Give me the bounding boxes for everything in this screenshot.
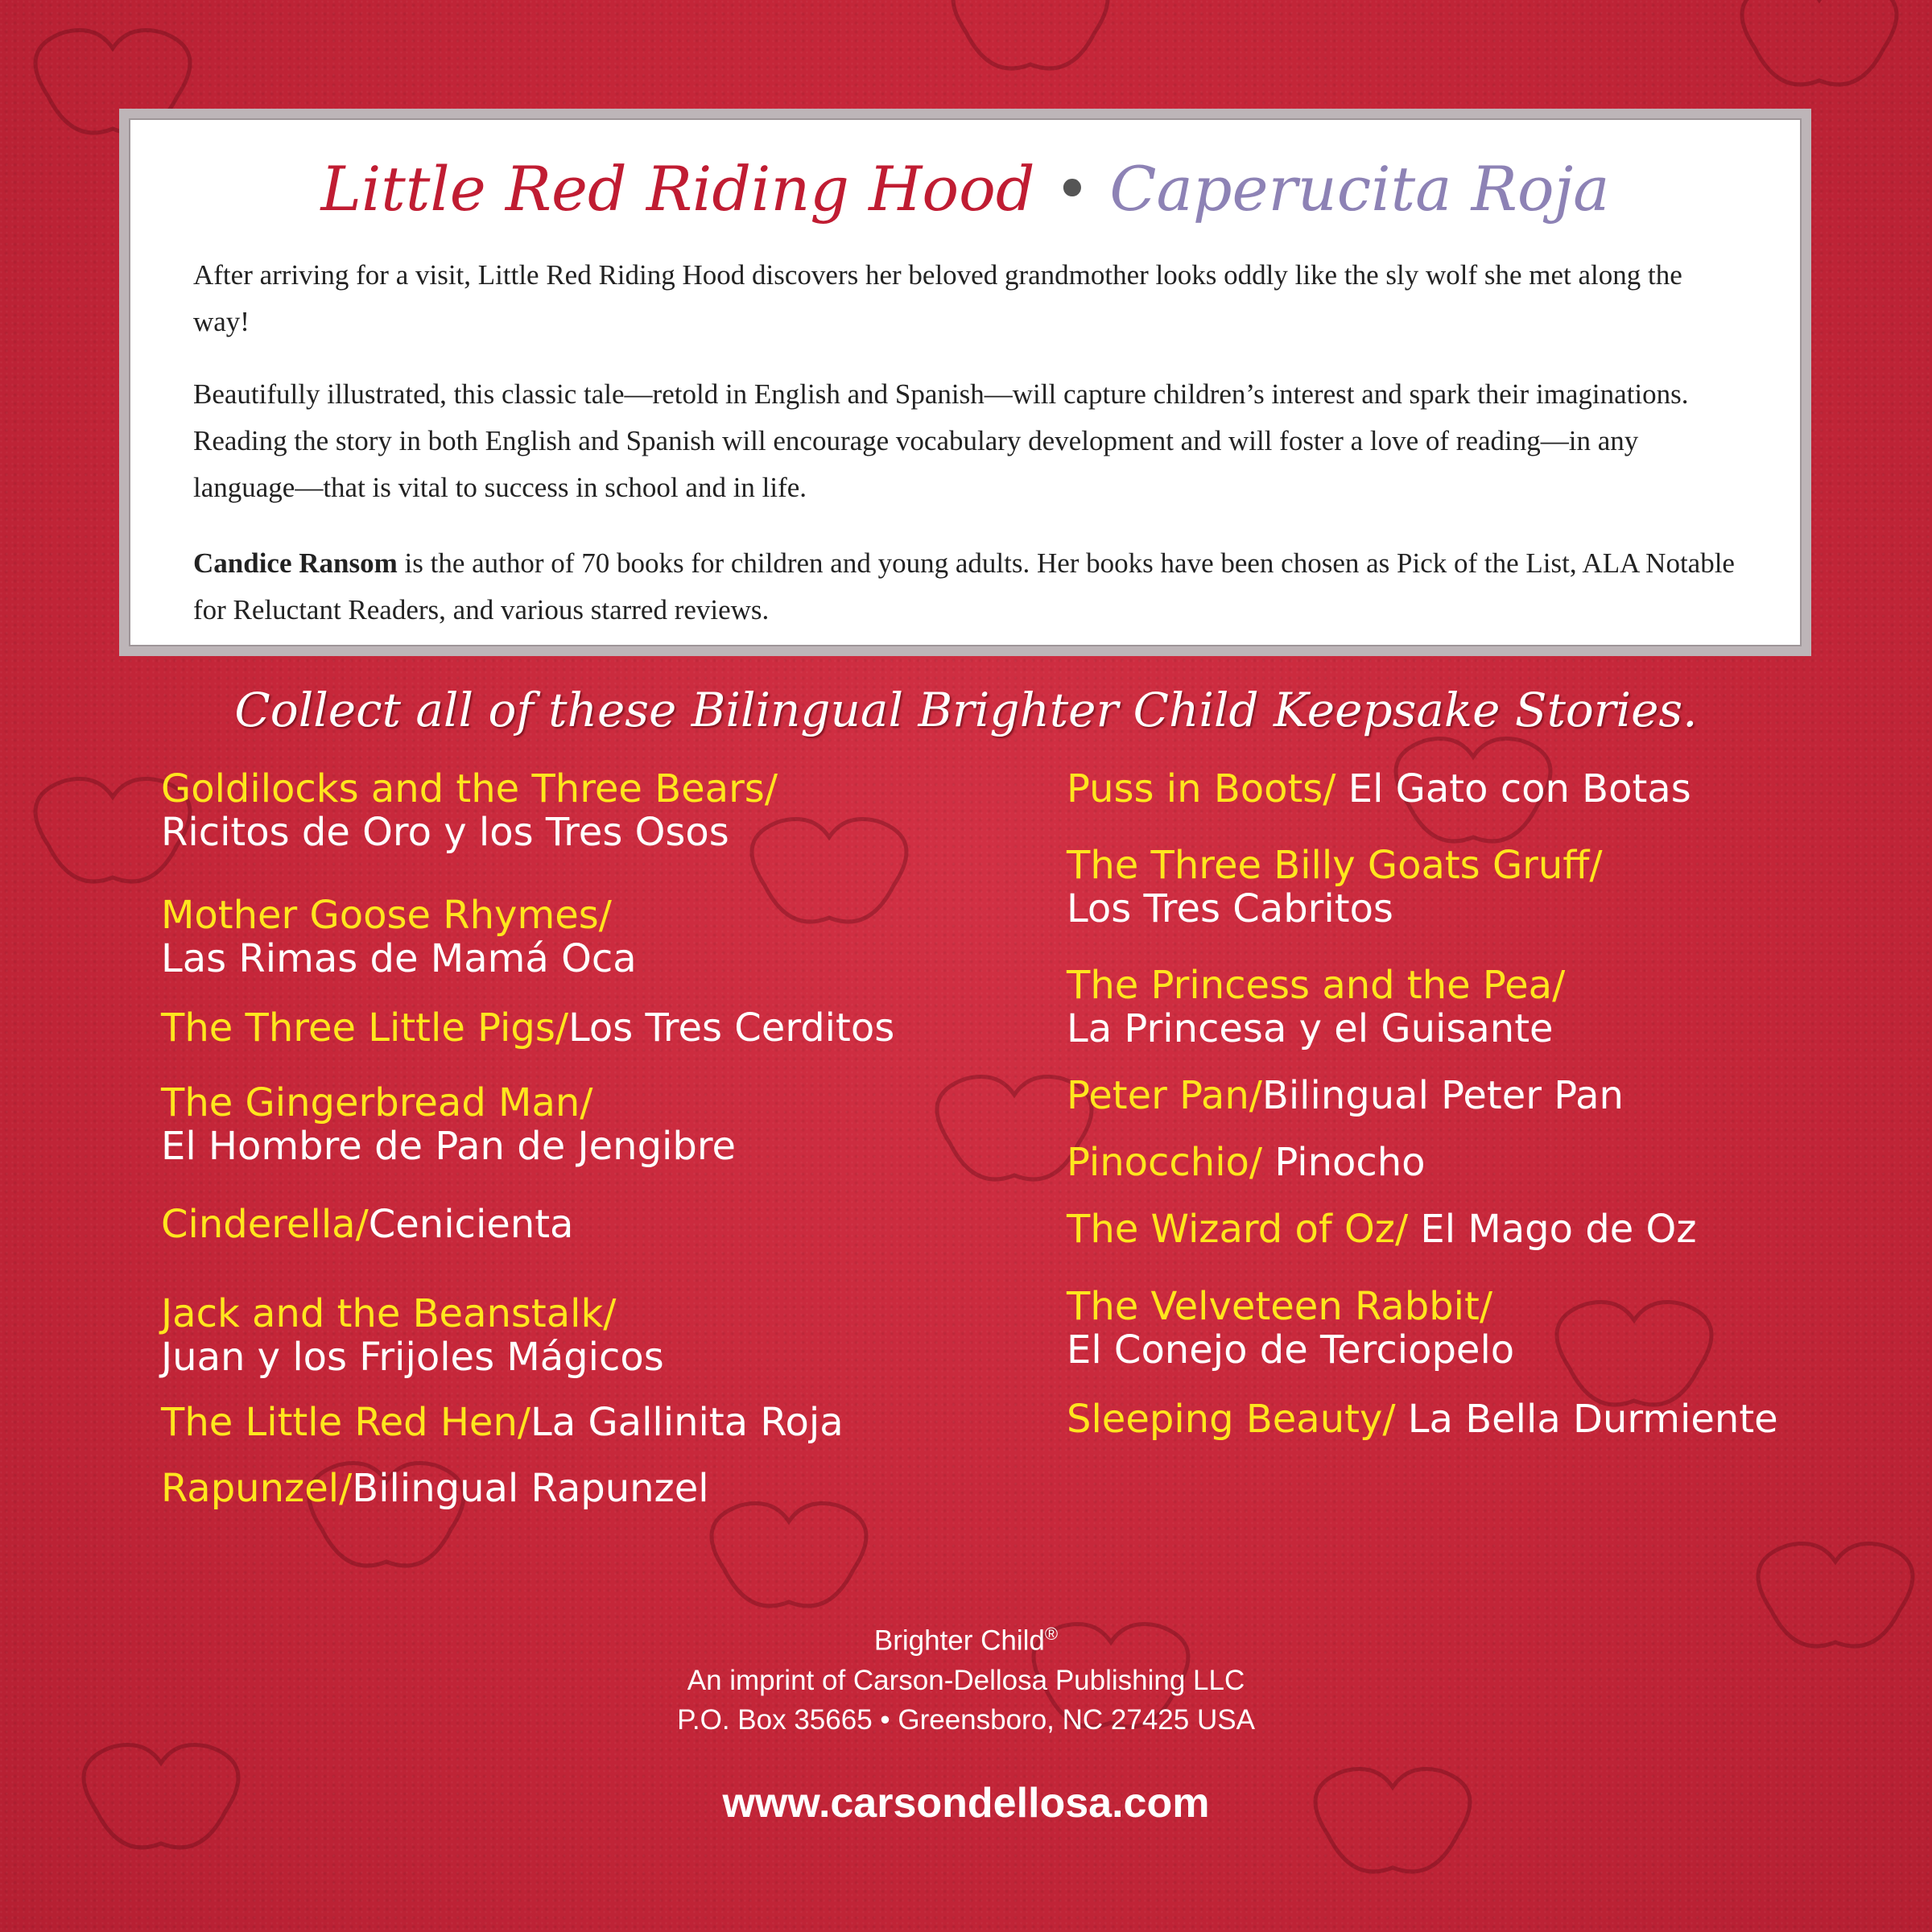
story-title-english: Sleeping Beauty/ [1067, 1397, 1396, 1442]
blurb-paragraph-author [193, 540, 1737, 634]
list-item [1067, 844, 1603, 931]
story-title-english: The Three Billy Goats Gruff/ [1067, 843, 1603, 888]
publisher-imprint [0, 1614, 1932, 1740]
publisher-website-link[interactable]: www.carsondellosa.com [722, 1780, 1210, 1827]
list-item [161, 1292, 664, 1379]
title-english: Little Red Riding Hood [320, 153, 1035, 225]
story-title-spanish: El Hombre de Pan de Jengibre [161, 1124, 737, 1169]
story-title-spanish: Pinocho [1262, 1140, 1426, 1185]
story-title-english: Goldilocks and the Three Bears/ [161, 766, 778, 811]
list-item [161, 1081, 736, 1168]
title-spanish: Caperucita Roja [1109, 153, 1610, 225]
story-title-spanish: Bilingual Rapunzel [352, 1466, 709, 1511]
story-title-english: Pinocchio/ [1067, 1140, 1263, 1185]
story-title-english: The Gingerbread Man/ [161, 1080, 593, 1125]
story-title-spanish: La Princesa y el Guisante [1067, 1006, 1554, 1051]
story-title-spanish: Los Tres Cabritos [1067, 886, 1393, 931]
author-name: Candice Ransom [193, 547, 398, 579]
publisher-brand [0, 1614, 1932, 1661]
list-item [1067, 964, 1565, 1051]
story-title-spanish: Cenicienta [368, 1202, 574, 1247]
blurb-paragraph-story: After arriving for a visit, Little Red Riding Hood discovers her beloved grandmother looks oddly like the sly wolf she met along the way! [193, 259, 1682, 337]
story-title-spanish: La Gallinita Roja [530, 1400, 844, 1445]
story-title-english: Rapunzel/ [161, 1466, 353, 1511]
story-title-spanish: Ricitos de Oro y los Tres Osos [161, 810, 729, 855]
list-item [161, 894, 637, 980]
blurb-paragraph-bilingual: Beautifully illustrated, this classic tale—retold in English and Spanish—will capture children’s interest and spark their imaginations. Reading the story in both English and Spanish will encourage vocabulary development and will foster a love of reading—in any language—that is vital to success in school and in life. [193, 378, 1689, 503]
book-title [129, 153, 1802, 225]
story-title-spanish: Los Tres Cerditos [568, 1005, 895, 1051]
story-title-spanish: Las Rimas de Mamá Oca [161, 936, 637, 981]
story-title-spanish: Juan y los Frijoles Mágicos [161, 1335, 664, 1380]
story-title-english: The Velveteen Rabbit/ [1067, 1284, 1492, 1329]
story-title-english: The Princess and the Pea/ [1067, 963, 1566, 1008]
brand-name: Brighter Child [873, 1624, 1045, 1657]
publisher-address: P.O. Box 35665 • Greensboro, NC 27425 USA [677, 1703, 1255, 1736]
story-title-spanish: El Mago de Oz [1408, 1207, 1697, 1252]
list-item [161, 1401, 844, 1444]
story-title-spanish: La Bella Durmiente [1395, 1397, 1778, 1442]
list-item [161, 1006, 894, 1050]
list-item [1067, 767, 1691, 811]
collect-heading: Collect all of these Bilingual Brighter Child Keepsake Stories. [234, 683, 1698, 737]
summary-panel [119, 109, 1811, 656]
story-title-english: The Little Red Hen/ [161, 1400, 531, 1445]
registered-mark: ® [1044, 1624, 1059, 1644]
list-item [161, 767, 778, 854]
imprint-line: An imprint of Carson-Dellosa Publishing LLC [687, 1664, 1245, 1696]
story-title-english: Cinderella/ [161, 1202, 369, 1247]
story-title-spanish: El Gato con Botas [1335, 766, 1691, 811]
story-title-english: Puss in Boots/ [1067, 766, 1336, 811]
story-title-english: Peter Pan/ [1067, 1073, 1262, 1118]
story-title-english: Mother Goose Rhymes/ [161, 893, 612, 938]
list-item [161, 1203, 573, 1246]
title-separator: • [1054, 153, 1091, 225]
list-item [1067, 1397, 1778, 1441]
story-title-english: The Three Little Pigs/ [161, 1005, 568, 1051]
list-item [1067, 1285, 1514, 1372]
list-item [1067, 1074, 1624, 1117]
story-title-english: Jack and the Beanstalk/ [161, 1291, 617, 1336]
author-bio: is the author of 70 books for children and young adults. Her books have been chosen as Pick of the List, ALA Notable for Reluctant Readers, and various starred reviews. [193, 547, 1735, 625]
list-item [161, 1467, 709, 1510]
story-title-spanish: Bilingual Peter Pan [1261, 1073, 1624, 1118]
list-item [1067, 1141, 1426, 1184]
list-item [1067, 1208, 1697, 1251]
story-title-spanish: El Conejo de Terciopelo [1067, 1327, 1515, 1373]
story-title-english: The Wizard of Oz/ [1067, 1207, 1409, 1252]
